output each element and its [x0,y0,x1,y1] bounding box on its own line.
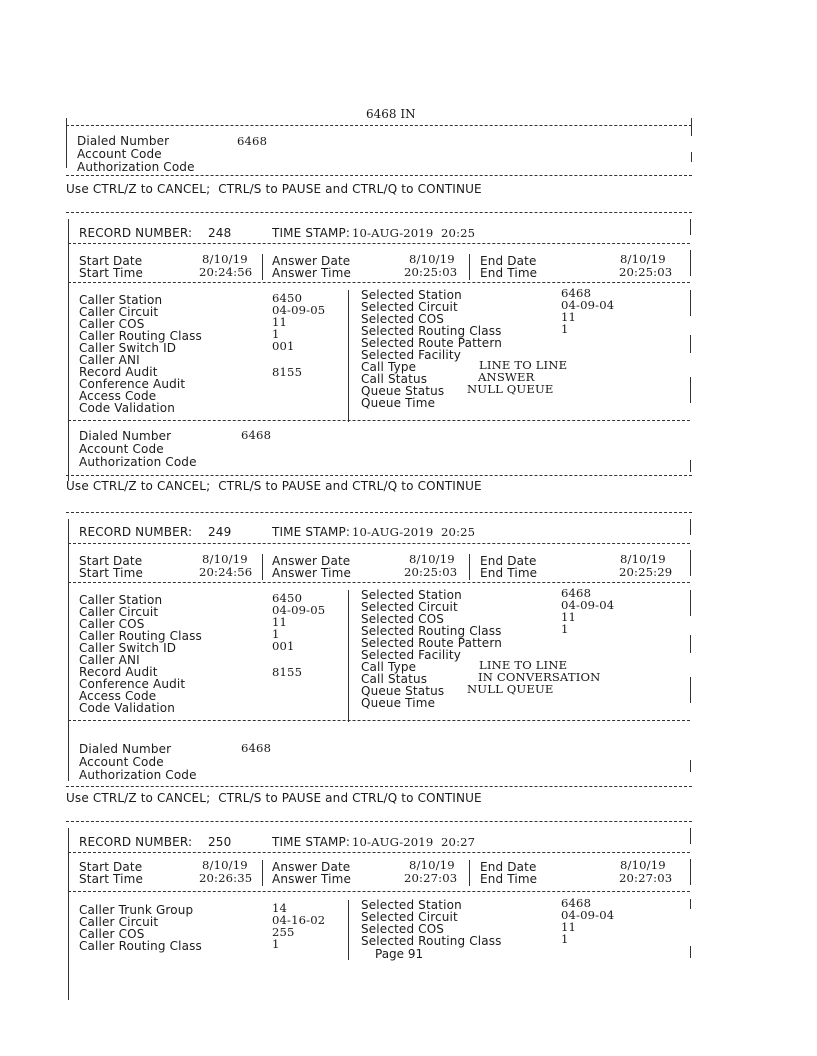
selected-circuit-label: Selected Circuit [361,910,458,924]
selected-routing-class-label: Selected Routing Class [361,324,502,338]
selected-station-value: 6468 [561,586,592,600]
time-stamp-label: TIME STAMP: [272,525,351,539]
border-right [690,899,691,909]
border-right [690,760,691,772]
border-right [690,290,691,316]
divider [68,582,690,583]
caller-switch-id-value: 001 [272,639,295,653]
selected-station-label: Selected Station [361,898,462,912]
record-number-value: 250 [208,835,232,849]
queue-status-value: NULL QUEUE [467,382,554,396]
access-code-label: Access Code [79,689,157,703]
time-stamp-value: 10-AUG-2019 20:25 [352,525,476,539]
queue-status-label: Queue Status [361,384,445,398]
caller-cos-value: 255 [272,925,295,939]
record-number-value: 248 [208,226,232,240]
time-stamp-label: TIME STAMP: [272,226,351,240]
column-separator [469,254,470,280]
caller-ani-label: Caller ANI [79,653,140,667]
answer-date-value: 8/10/19 [409,252,455,266]
answer-time-label: Answer Time [272,872,352,886]
call-type-value: LINE TO LINE [479,358,568,372]
account-code-label: Account Code [79,442,164,456]
caller-ani-label: Caller ANI [79,353,140,367]
answer-date-label: Answer Date [272,860,351,874]
conference-audit-label: Conference Audit [79,377,186,391]
record-audit-label: Record Audit [79,665,158,679]
answer-time-label: Answer Time [272,266,352,280]
caller-trunk-group-value: 14 [272,901,288,915]
caller-switch-id-label: Caller Switch ID [79,341,177,355]
caller-switch-id-value: 001 [272,339,295,353]
start-date-value: 8/10/19 [202,252,248,266]
caller-station-label: Caller Station [79,593,163,607]
border-right [690,519,691,535]
start-time-value: 20:24:56 [199,265,253,279]
selected-circuit-label: Selected Circuit [361,300,458,314]
answer-time-value: 20:27:03 [404,871,458,885]
code-validation-label: Code Validation [79,701,176,715]
call-type-label: Call Type [361,360,417,374]
divider [68,282,690,283]
caller-routing-class-value: 1 [272,627,280,641]
border-right [690,335,691,353]
record-number-label: RECORD NUMBER: [79,835,193,849]
end-date-value: 8/10/19 [620,252,666,266]
column-separator [469,860,470,886]
caller-routing-class-value: 1 [272,937,280,951]
start-date-label: Start Date [79,860,143,874]
time-stamp-value: 10-AUG-2019 20:25 [352,226,476,240]
call-type-value: LINE TO LINE [479,658,568,672]
caller-switch-id-label: Caller Switch ID [79,641,177,655]
border-right [690,635,691,653]
answer-date-label: Answer Date [272,554,351,568]
call-status-label: Call Status [361,372,428,386]
start-date-value: 8/10/19 [202,552,248,566]
end-time-label: End Time [480,872,538,886]
column-separator [262,860,263,886]
answer-time-value: 20:25:03 [404,565,458,579]
selected-cos-label: Selected COS [361,312,445,326]
divider [68,720,690,721]
border-right [690,250,691,276]
caller-circuit-label: Caller Circuit [79,605,159,619]
border-right [690,859,691,885]
selected-facility-label: Selected Facility [361,648,461,662]
caller-circuit-label: Caller Circuit [79,915,159,929]
column-separator [469,554,470,580]
divider [66,212,692,213]
divider [66,512,692,513]
selected-routing-class-value: 1 [561,322,569,336]
selected-cos-label: Selected COS [361,922,445,936]
caller-cos-value: 11 [272,615,288,629]
caller-routing-class-value: 1 [272,327,280,341]
selected-circuit-value: 04-09-04 [561,598,615,612]
caller-circuit-label: Caller Circuit [79,305,159,319]
answer-date-value: 8/10/19 [409,858,455,872]
divider [68,543,690,544]
answer-time-label: Answer Time [272,566,352,580]
selected-cos-label: Selected COS [361,612,445,626]
code-validation-label: Code Validation [79,401,176,415]
page-footer: Page 91 [375,947,424,961]
answer-date-label: Answer Date [272,254,351,268]
record-audit-value: 8155 [272,365,303,379]
column-separator [348,590,349,722]
border-right [690,828,691,844]
selected-routing-class-label: Selected Routing Class [361,934,502,948]
border-left [68,219,69,481]
caller-circuit-value: 04-09-05 [272,603,326,617]
selected-cos-value: 11 [561,310,577,324]
end-time-label: End Time [480,266,538,280]
start-date-label: Start Date [79,254,143,268]
divider [68,420,690,421]
end-date-label: End Date [480,254,537,268]
caller-cos-label: Caller COS [79,617,145,631]
border-right [690,460,691,472]
caller-station-label: Caller Station [79,293,163,307]
start-time-value: 20:26:35 [199,871,253,885]
start-time-value: 20:24:56 [199,565,253,579]
start-time-label: Start Time [79,872,143,886]
call-status-value: ANSWER [478,370,535,384]
authorization-code-label: Authorization Code [79,768,197,782]
page-header: 6468 IN [366,107,416,121]
queue-time-label: Queue Time [361,696,436,710]
divider [68,891,690,892]
authorization-code-label: Authorization Code [77,160,195,174]
column-separator [262,254,263,280]
authorization-code-label: Authorization Code [79,455,197,469]
selected-routing-class-label: Selected Routing Class [361,624,502,638]
end-date-value: 8/10/19 [620,858,666,872]
border-right [690,377,691,403]
border-left [68,519,69,781]
column-separator [262,554,263,580]
caller-routing-class-label: Caller Routing Class [79,939,202,953]
column-separator [348,900,349,960]
selected-circuit-value: 04-09-04 [561,298,615,312]
border-right [690,550,691,576]
end-time-value: 20:27:03 [619,871,673,885]
caller-station-value: 6450 [272,291,303,305]
selected-station-label: Selected Station [361,588,462,602]
end-date-label: End Date [480,860,537,874]
selected-circuit-label: Selected Circuit [361,600,458,614]
cancel-message: Use CTRL/Z to CANCEL; CTRL/S to PAUSE and CTRL/Q to CONTINUE [66,791,482,805]
answer-date-value: 8/10/19 [409,552,455,566]
selected-station-label: Selected Station [361,288,462,302]
cancel-message: Use CTRL/Z to CANCEL; CTRL/S to PAUSE and CTRL/Q to CONTINUE [66,479,482,493]
selected-station-value: 6468 [561,896,592,910]
border-right [690,219,691,235]
call-type-label: Call Type [361,660,417,674]
caller-station-value: 6450 [272,591,303,605]
selected-routing-class-value: 1 [561,622,569,636]
caller-circuit-value: 04-09-05 [272,303,326,317]
record-number-label: RECORD NUMBER: [79,525,193,539]
account-code-label: Account Code [79,755,164,769]
selected-routing-class-value: 1 [561,932,569,946]
conference-audit-label: Conference Audit [79,677,186,691]
selected-station-value: 6468 [561,286,592,300]
account-code-label: Account Code [77,147,162,161]
record-number-value: 249 [208,525,232,539]
caller-cos-label: Caller COS [79,317,145,331]
start-time-label: Start Time [79,266,143,280]
selected-cos-value: 11 [561,920,577,934]
divider [66,821,692,822]
border-right [690,590,691,616]
divider [68,243,690,244]
selected-facility-label: Selected Facility [361,348,461,362]
queue-status-value: NULL QUEUE [467,682,554,696]
dialed-number-label: Dialed Number [79,429,172,443]
divider [66,125,692,126]
caller-cos-label: Caller COS [79,927,145,941]
start-time-label: Start Time [79,566,143,580]
end-date-label: End Date [480,554,537,568]
dialed-number-value: 6468 [241,741,272,755]
caller-routing-class-label: Caller Routing Class [79,329,202,343]
divider [66,475,692,476]
border-right [690,677,691,703]
cancel-message: Use CTRL/Z to CANCEL; CTRL/S to PAUSE and CTRL/Q to CONTINUE [66,182,482,196]
border-right [690,946,691,958]
caller-routing-class-label: Caller Routing Class [79,629,202,643]
divider [68,852,690,853]
divider [66,175,692,176]
border-right [691,118,692,136]
start-date-value: 8/10/19 [202,858,248,872]
dialed-number-label: Dialed Number [79,742,172,756]
answer-time-value: 20:25:03 [404,265,458,279]
record-audit-value: 8155 [272,665,303,679]
call-status-label: Call Status [361,672,428,686]
divider [66,786,692,787]
selected-route-pattern-label: Selected Route Pattern [361,336,502,350]
dialed-number-value: 6468 [241,428,272,442]
dialed-number-value: 6468 [237,134,268,148]
access-code-label: Access Code [79,389,157,403]
column-separator [348,290,349,422]
record-number-label: RECORD NUMBER: [79,226,193,240]
end-time-value: 20:25:03 [619,265,673,279]
end-time-label: End Time [480,566,538,580]
queue-time-label: Queue Time [361,396,436,410]
caller-trunk-group-label: Caller Trunk Group [79,903,194,917]
time-stamp-value: 10-AUG-2019 20:27 [352,835,476,849]
selected-route-pattern-label: Selected Route Pattern [361,636,502,650]
end-time-value: 20:25:29 [619,565,673,579]
caller-circuit-value: 04-16-02 [272,913,326,927]
end-date-value: 8/10/19 [620,552,666,566]
selected-circuit-value: 04-09-04 [561,908,615,922]
time-stamp-label: TIME STAMP: [272,835,351,849]
caller-cos-value: 11 [272,315,288,329]
call-status-value: IN CONVERSATION [478,670,601,684]
border-left [68,828,69,1000]
border-left [66,118,67,168]
dialed-number-label: Dialed Number [77,134,170,148]
selected-cos-value: 11 [561,610,577,624]
start-date-label: Start Date [79,554,143,568]
border-right [691,152,692,162]
record-audit-label: Record Audit [79,365,158,379]
queue-status-label: Queue Status [361,684,445,698]
